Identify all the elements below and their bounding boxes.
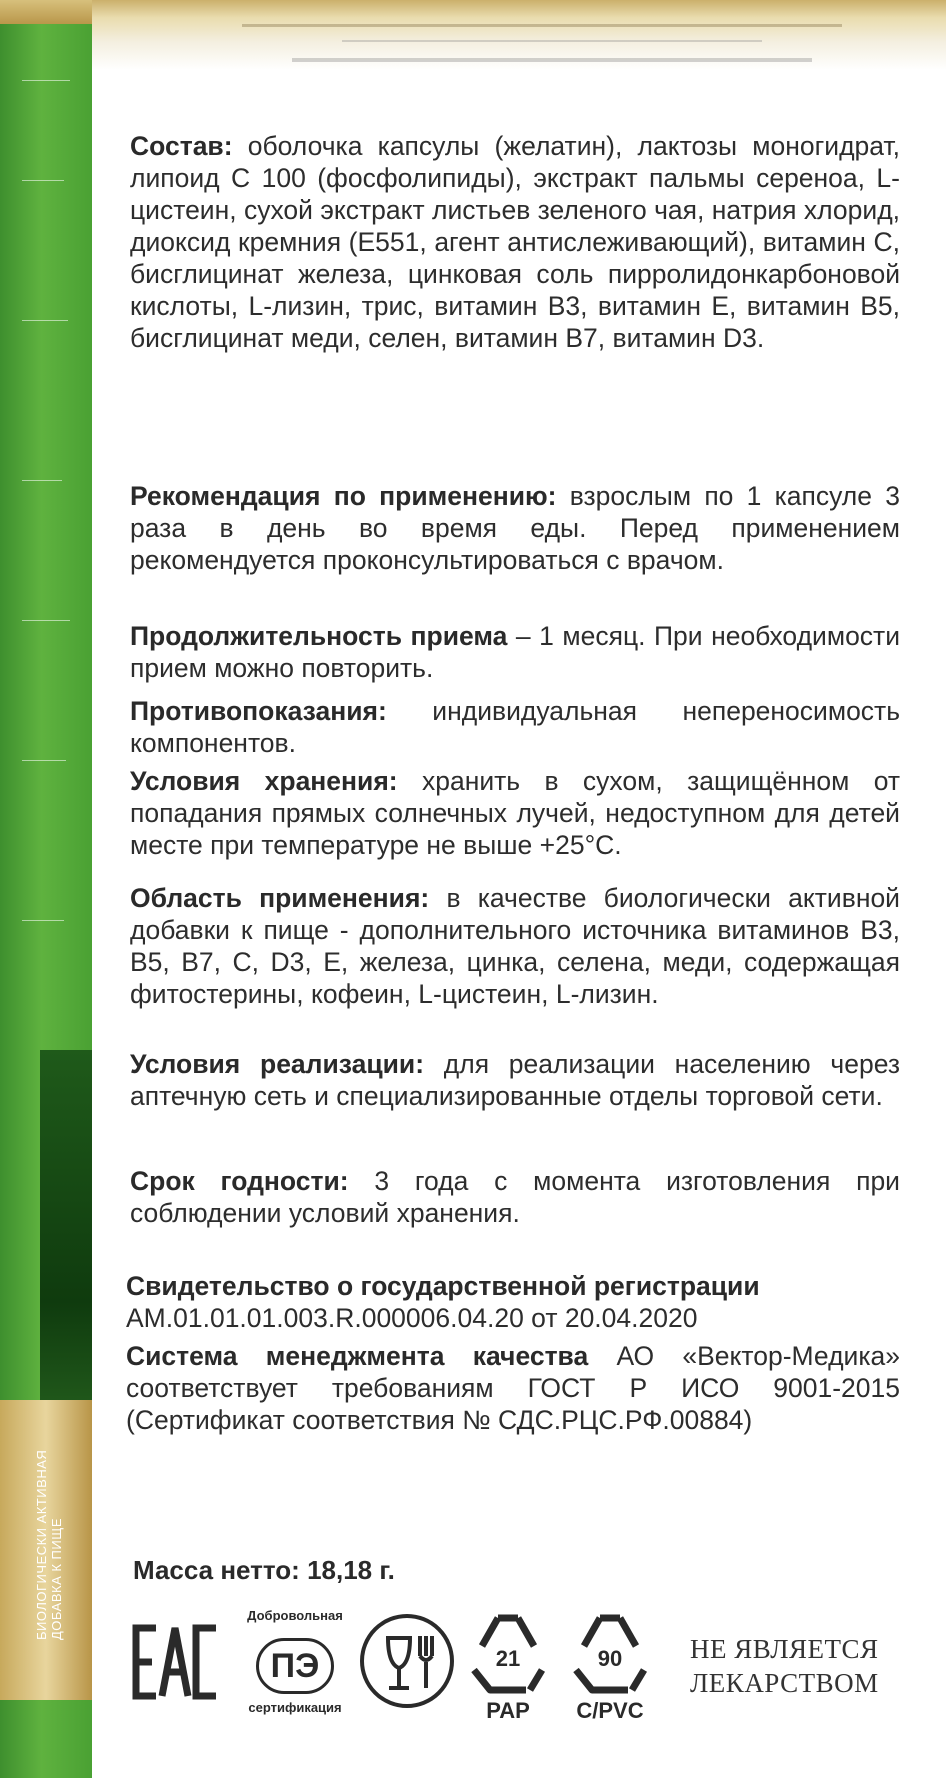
rec1-number: 21 (495, 1646, 521, 1671)
section-contraindications (130, 695, 900, 759)
recycling-pap-icon (460, 1606, 556, 1726)
section-storage (130, 765, 900, 861)
section-label: Условия реализации: (130, 1049, 425, 1079)
section-sales-conditions (130, 1048, 900, 1112)
section-text: АО «Вектор-Медика» соответствует требованиям ГОСТ Р ИСО 9001-2015 (Сертификат соответствия № СДС.РЦС.РФ.00884) (126, 1341, 900, 1435)
not-a-drug-notice (690, 1632, 920, 1700)
food-contact-glass-fork-icon (358, 1612, 456, 1710)
section-text: хранить в сухом, защищённом от попадания прямых солнечных лучей, недоступном для детей месте при температуре не выше +25°С. (130, 766, 901, 860)
pe-main-text: ПЭ (256, 1638, 334, 1694)
section-text: взрослым по 1 капсуле 3 раза в день во время еды. Перед применением рекомендуется проконсультироваться с врачом. (130, 481, 900, 575)
section-text: – 1 месяц. При необходимости прием можно повторить. (130, 621, 900, 683)
section-label: Система менеджмента качества (126, 1341, 589, 1371)
section-shelf-life (130, 1165, 900, 1229)
section-composition (130, 130, 900, 354)
rec1-label: PAP (486, 1698, 530, 1723)
section-quality-management (126, 1340, 900, 1436)
section-text: для реализации населению через аптечную сеть и специализированные отделы торговой сети. (130, 1049, 900, 1111)
section-label: Свидетельство о государственной регистрации (126, 1271, 760, 1301)
section-text: индивидуальная непереносимость компонентов. (130, 696, 900, 758)
section-registration (126, 1270, 900, 1334)
section-label: Рекомендация по применению: (130, 481, 557, 511)
pe-bottom-text: сертификация (248, 1700, 342, 1715)
section-text: оболочка капсулы (желатин), лактозы моногидрат, липоид С 100 (фосфолипиды), экстракт пальмы сереноа, L-цистеин, сухой экстракт листьев зеленого чая, натрия хлорид, диоксид кремния (Е551, агент антислеживающий), витамин С, бисглицинат железа, цинковая соль пирролидонкарбоновой кислоты, L-лизин, трис, витамин В3, витамин Е, витамин В5, бисглицинат меди, селен, витамин В7, витамин D3. (130, 131, 901, 353)
section-text: в качестве биологически активной добавки к пище - дополнительного источника витаминов В3, В5, В7, С, D3, Е, железа, цинка, селена, меди, содержащая фитостерины, кофеин, L-цистеин, L-лизин. (130, 883, 900, 1009)
voluntary-certification-pe-icon (240, 1608, 350, 1718)
section-label: Область применения: (130, 883, 430, 913)
section-label: Продолжительность приема (130, 621, 508, 651)
section-application-area (130, 882, 900, 1010)
section-label: Противопоказания: (130, 696, 387, 726)
section-label: Срок годности: (130, 1166, 349, 1196)
box-top-flap (92, 0, 946, 70)
net-mass: Масса нетто: 18,18 г. (133, 1555, 395, 1585)
not-drug-line2: ЛЕКАРСТВОМ (690, 1668, 879, 1698)
section-recommendation (130, 480, 900, 576)
not-drug-line1: НЕ ЯВЛЯЕТСЯ (690, 1634, 879, 1664)
side-top-band (0, 0, 92, 24)
box-side-panel (0, 0, 92, 1778)
pe-top-text: Добровольная (247, 1608, 343, 1623)
section-text: 3 года с момента изготовления при соблюдении условий хранения. (130, 1166, 900, 1228)
certification-icons-row (130, 1600, 920, 1730)
rec2-label: C/PVC (576, 1698, 644, 1723)
section-label: Состав: (130, 131, 233, 161)
section-duration (130, 620, 900, 684)
rec2-number: 90 (597, 1646, 623, 1671)
section-text: АМ.01.01.01.003.R.000006.04.20 от 20.04.2020 (126, 1303, 698, 1333)
side-gold-text: БИОЛОГИЧЕСКИ АКТИВНАЯ ДОБАВКА К ПИЩЕ (34, 1449, 64, 1640)
section-label: Условия хранения: (130, 766, 398, 796)
eac-mark-icon (130, 1622, 220, 1702)
recycling-cpvc-icon (562, 1606, 658, 1726)
